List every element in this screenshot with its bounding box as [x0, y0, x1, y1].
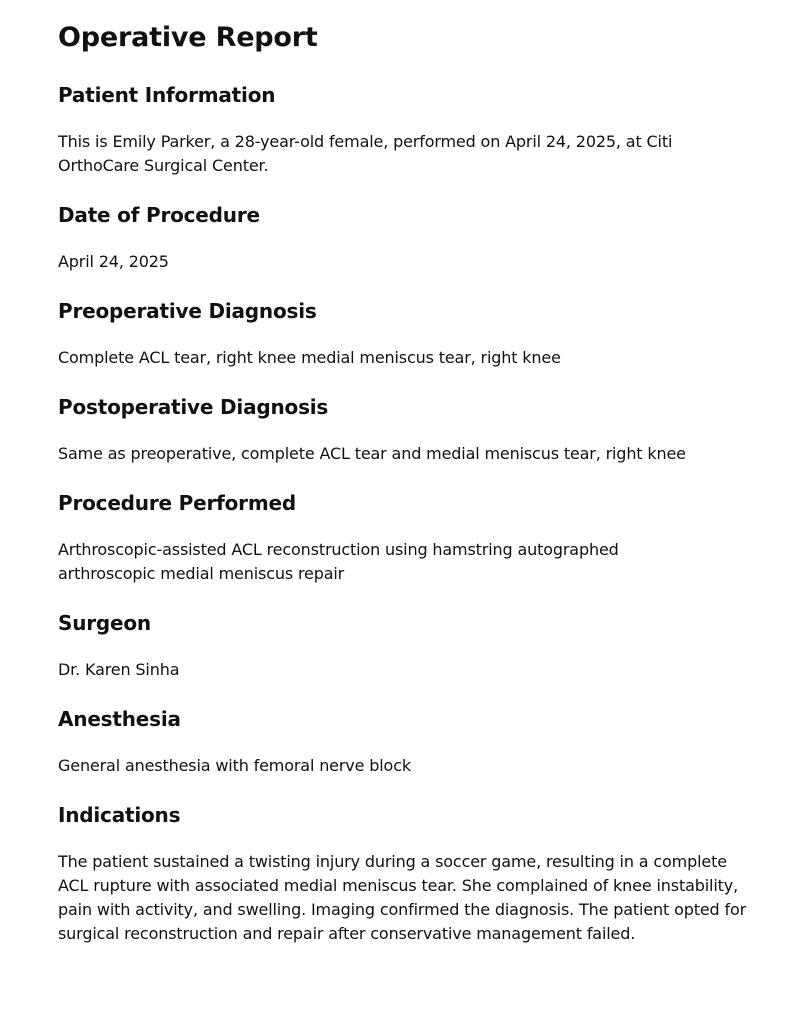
section-patient-information — [58, 82, 761, 178]
section-body: Arthroscopic-assisted ACL reconstruction using hamstring autographed arthroscopic medial meniscus repair — [58, 540, 619, 583]
section-body: Dr. Karen Sinha — [58, 660, 180, 679]
section-date-of-procedure — [58, 202, 761, 274]
section-surgeon — [58, 610, 761, 682]
section-body: April 24, 2025 — [58, 252, 169, 271]
section-preoperative-diagnosis — [58, 298, 761, 370]
section-heading: Indications — [58, 803, 181, 827]
section-body: The patient sustained a twisting injury during a soccer game, resulting in a complete ACL rupture with associated medial meniscus tear. She complained of knee instability, pain with activity, and swelling. Imaging confirmed the diagnosis. The patient opted for surgical reconstruction and repair after conservative management failed. — [58, 852, 747, 943]
section-anesthesia — [58, 706, 761, 778]
section-heading: Surgeon — [58, 611, 151, 635]
section-heading: Date of Procedure — [58, 203, 260, 227]
section-heading: Patient Information — [58, 83, 276, 107]
section-procedure-performed — [58, 490, 761, 586]
section-indications — [58, 802, 761, 946]
section-body: Complete ACL tear, right knee medial meniscus tear, right knee — [58, 348, 561, 367]
section-body: Same as preoperative, complete ACL tear and medial meniscus tear, right knee — [58, 444, 686, 463]
section-heading: Preoperative Diagnosis — [58, 299, 317, 323]
section-heading: Anesthesia — [58, 707, 181, 731]
section-body: General anesthesia with femoral nerve block — [58, 756, 411, 775]
section-postoperative-diagnosis — [58, 394, 761, 466]
section-heading: Procedure Performed — [58, 491, 296, 515]
section-body: This is Emily Parker, a 28-year-old female, performed on April 24, 2025, at Citi OrthoCare Surgical Center. — [58, 132, 673, 175]
document-title: Operative Report — [58, 22, 318, 53]
section-heading: Postoperative Diagnosis — [58, 395, 329, 419]
